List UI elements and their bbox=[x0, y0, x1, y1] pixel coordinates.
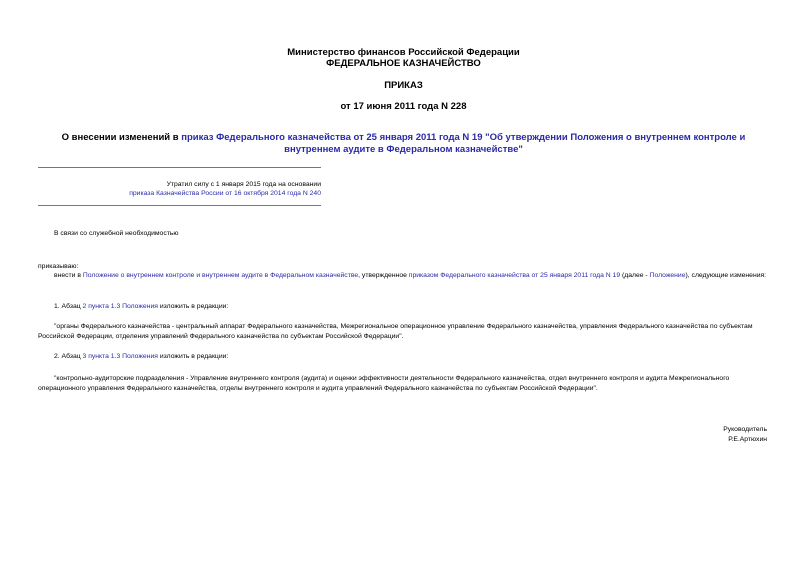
order-word: приказываю: bbox=[38, 263, 79, 270]
status-note-text: Утратил силу с 1 января 2015 года на основании bbox=[166, 181, 321, 188]
paragraph-main bbox=[38, 271, 767, 281]
agency-name: ФЕДЕРАЛЬНОЕ КАЗНАЧЕЙСТВО bbox=[326, 58, 481, 69]
item1-paragraph-link[interactable]: 2 bbox=[82, 303, 87, 310]
status-note bbox=[38, 180, 321, 198]
signature-block bbox=[723, 425, 767, 445]
item-1 bbox=[54, 302, 228, 311]
status-rule-bottom bbox=[38, 205, 321, 206]
item1-clause-link[interactable]: пункта 1.3 Положения bbox=[88, 303, 158, 310]
p1-text-a: внести в bbox=[54, 272, 83, 279]
item1-text-c: изложить в редакции: bbox=[157, 303, 229, 310]
order-19-link[interactable]: приказом Федерального казначейства от 25 января 2011 года N 19 bbox=[408, 272, 621, 279]
regulation-short-link[interactable]: Положение bbox=[649, 272, 686, 279]
item2-text-a: 2. Абзац bbox=[54, 353, 83, 360]
status-note-link[interactable]: приказа Казначейства России от 16 октября 2014 года N 240 bbox=[129, 190, 321, 197]
signer-name: Р.Е.Артюхин bbox=[728, 436, 767, 443]
preamble: В связи со служебной необходимостью bbox=[54, 230, 179, 237]
regulation-link[interactable]: Положение о внутреннем контроле и внутреннем аудите в Федеральном казначействе bbox=[82, 272, 359, 279]
item2-clause-link[interactable]: пункта 1.3 Положения bbox=[88, 353, 158, 360]
title-order-link[interactable]: приказ Федерального казначейства от 25 января 2011 года N 19 "Об утверждении Положения о внутреннем контроле и внутреннем аудите в Федеральном казначействе" bbox=[181, 132, 746, 155]
quote-1: "органы Федерального казначейства - центральный аппарат Федерального казначейства, Межрегиональное операционное управление Федерального казначейства, управления Федерального казначейства по субъектам Российской Федерации, отделения управлений Федерального казначейства по субъектам Российской Федерации". bbox=[38, 323, 753, 340]
p1-text-d: ), следующие изменения: bbox=[685, 272, 767, 279]
signer-role: Руководитель bbox=[723, 426, 767, 433]
p1-text-b: , утвержденное bbox=[358, 272, 409, 279]
item2-paragraph-link[interactable]: 3 bbox=[82, 353, 87, 360]
status-rule-top bbox=[38, 167, 321, 168]
item1-text-a: 1. Абзац bbox=[54, 303, 83, 310]
document-title bbox=[40, 132, 767, 156]
title-prefix: О внесении изменений в bbox=[61, 132, 182, 143]
item-2 bbox=[54, 352, 228, 361]
item2-text-c: изложить в редакции: bbox=[157, 353, 229, 360]
document-date-number: от 17 июня 2011 года N 228 bbox=[340, 101, 467, 112]
ministry-name: Министерство финансов Российской Федерации bbox=[287, 47, 520, 58]
p1-text-c: (далее - bbox=[620, 272, 650, 279]
quote-2: "контрольно-аудиторские подразделения - Управление внутреннего контроля (аудита) и оценки эффективности деятельности Федерального казначейства, отдел внутреннего контроля и аудита Межрегионального операционного управления Федерального казначейства, отделы внутреннего контроля и аудита управлений Федерального казначейства по субъектам Российской Федерации". bbox=[38, 375, 730, 392]
document-type: ПРИКАЗ bbox=[384, 80, 423, 91]
